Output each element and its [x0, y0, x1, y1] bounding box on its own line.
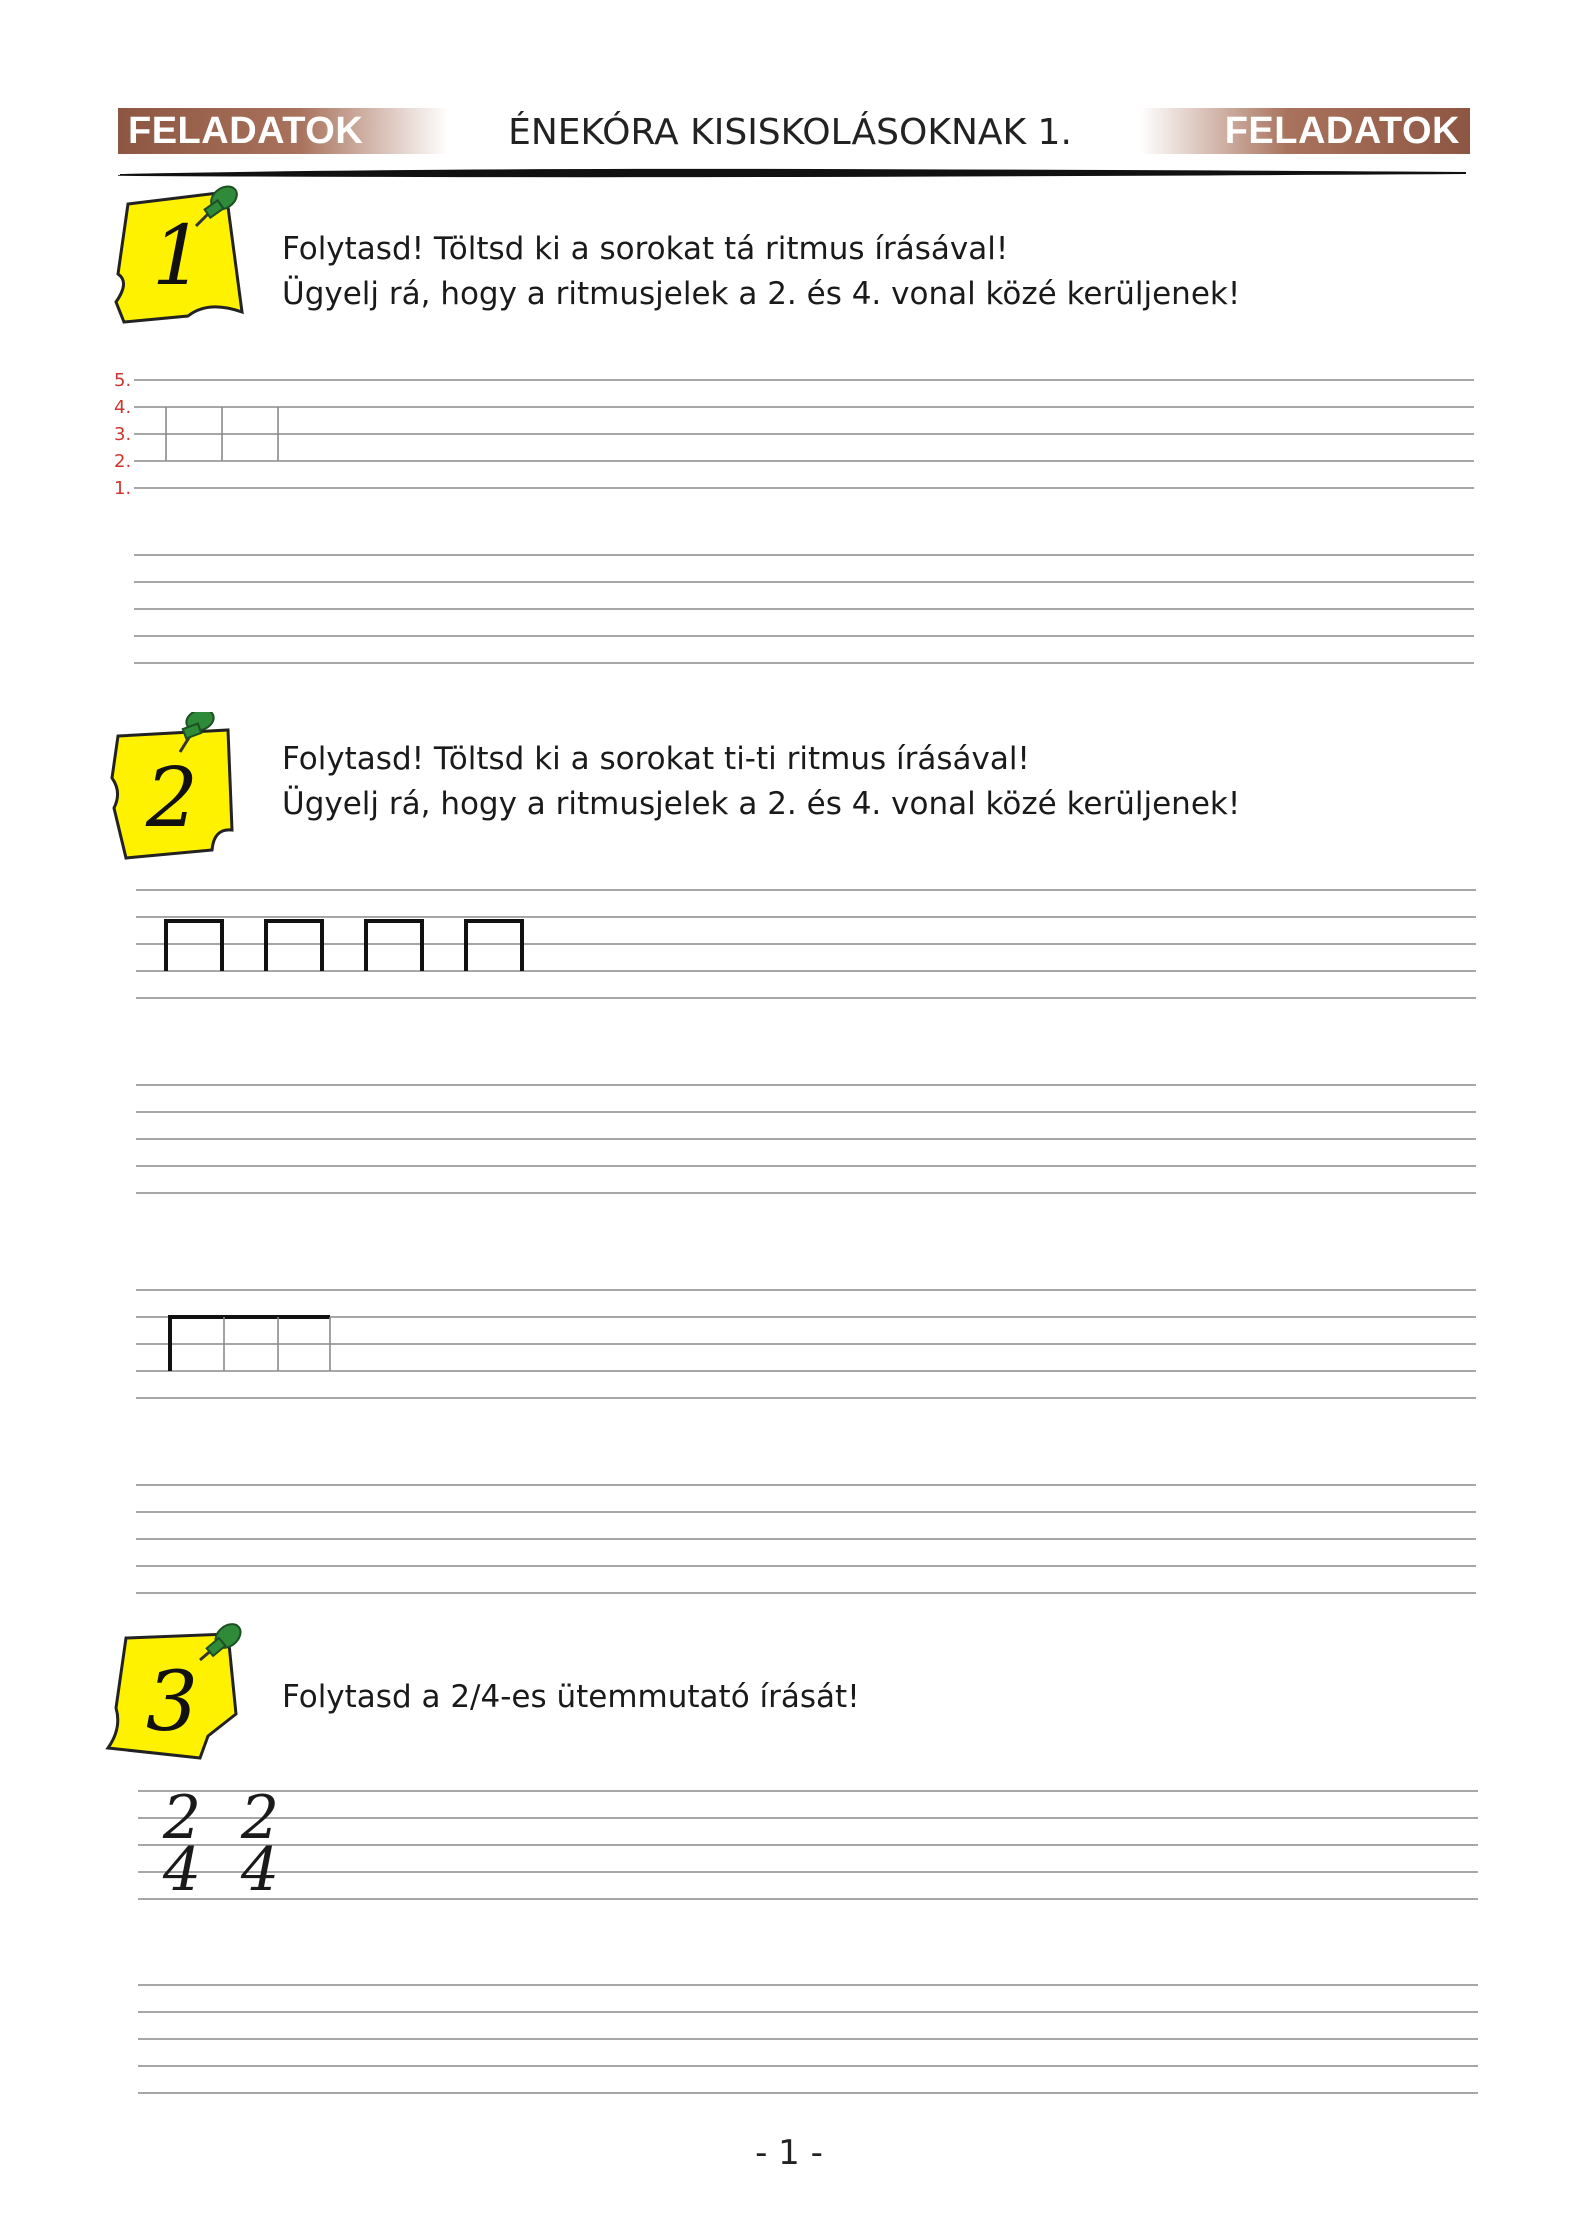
staff-2d [136, 1480, 1476, 1600]
task-3-number: 3 [145, 1655, 199, 1750]
task-1-number: 1 [151, 209, 205, 304]
staff-line-label: 2. [114, 451, 132, 472]
time-signature-bottom: 4 [162, 1835, 202, 1905]
time-signature-bottom: 4 [240, 1835, 280, 1905]
task-2-instruction [282, 737, 1240, 827]
time-signature-top: 2 [240, 1783, 280, 1853]
staff-3b [138, 1980, 1478, 2100]
time-signature [160, 1783, 204, 1905]
task-1-line-2: Ügyelj rá, hogy a ritmusjelek a 2. és 4. vonal közé kerüljenek! [282, 276, 1241, 312]
task-1-instruction [282, 227, 1240, 317]
task-2-line-2: Ügyelj rá, hogy a ritmusjelek a 2. és 4. vonal közé kerüljenek! [282, 786, 1241, 822]
staff-line-label: 1. [114, 478, 132, 499]
task-2-number: 2 [145, 751, 199, 846]
page-number: - 1 - [755, 2133, 823, 2173]
staff-1b [134, 550, 1474, 670]
header-rule [118, 166, 1468, 180]
task-2-sticky-note [104, 712, 254, 862]
staff-2a [136, 885, 1476, 1005]
ti-ti-rhythm-notes [166, 921, 522, 971]
task-3-instruction [282, 1675, 860, 1720]
staff-2c [136, 1285, 1476, 1405]
staff-1a [134, 375, 1474, 495]
time-signature-top: 2 [162, 1783, 202, 1853]
header-tag-right: FELADATOK [1140, 108, 1470, 154]
task-2-line-1: Folytasd! Töltsd ki a sorokat ti-ti ritmus írásával! [282, 741, 1030, 777]
time-signature [238, 1783, 282, 1905]
task-1-sticky-note [108, 182, 258, 332]
task-3-sticky-note [104, 1618, 254, 1768]
staff-3a [138, 1783, 1478, 1906]
staff-line-label: 5. [114, 370, 132, 391]
page-header-title: ÉNEKÓRA KISISKOLÁSOKNAK 1. [508, 112, 1072, 153]
header-tag-left: FELADATOK [118, 108, 448, 154]
task-1-line-1: Folytasd! Töltsd ki a sorokat tá ritmus írásával! [282, 231, 1009, 267]
staff-line-label: 4. [114, 397, 132, 418]
task-3-line-1: Folytasd a 2/4-es ütemmutató írását! [282, 1679, 860, 1715]
staff-line-label: 3. [114, 424, 132, 445]
staff-2b [136, 1080, 1476, 1200]
